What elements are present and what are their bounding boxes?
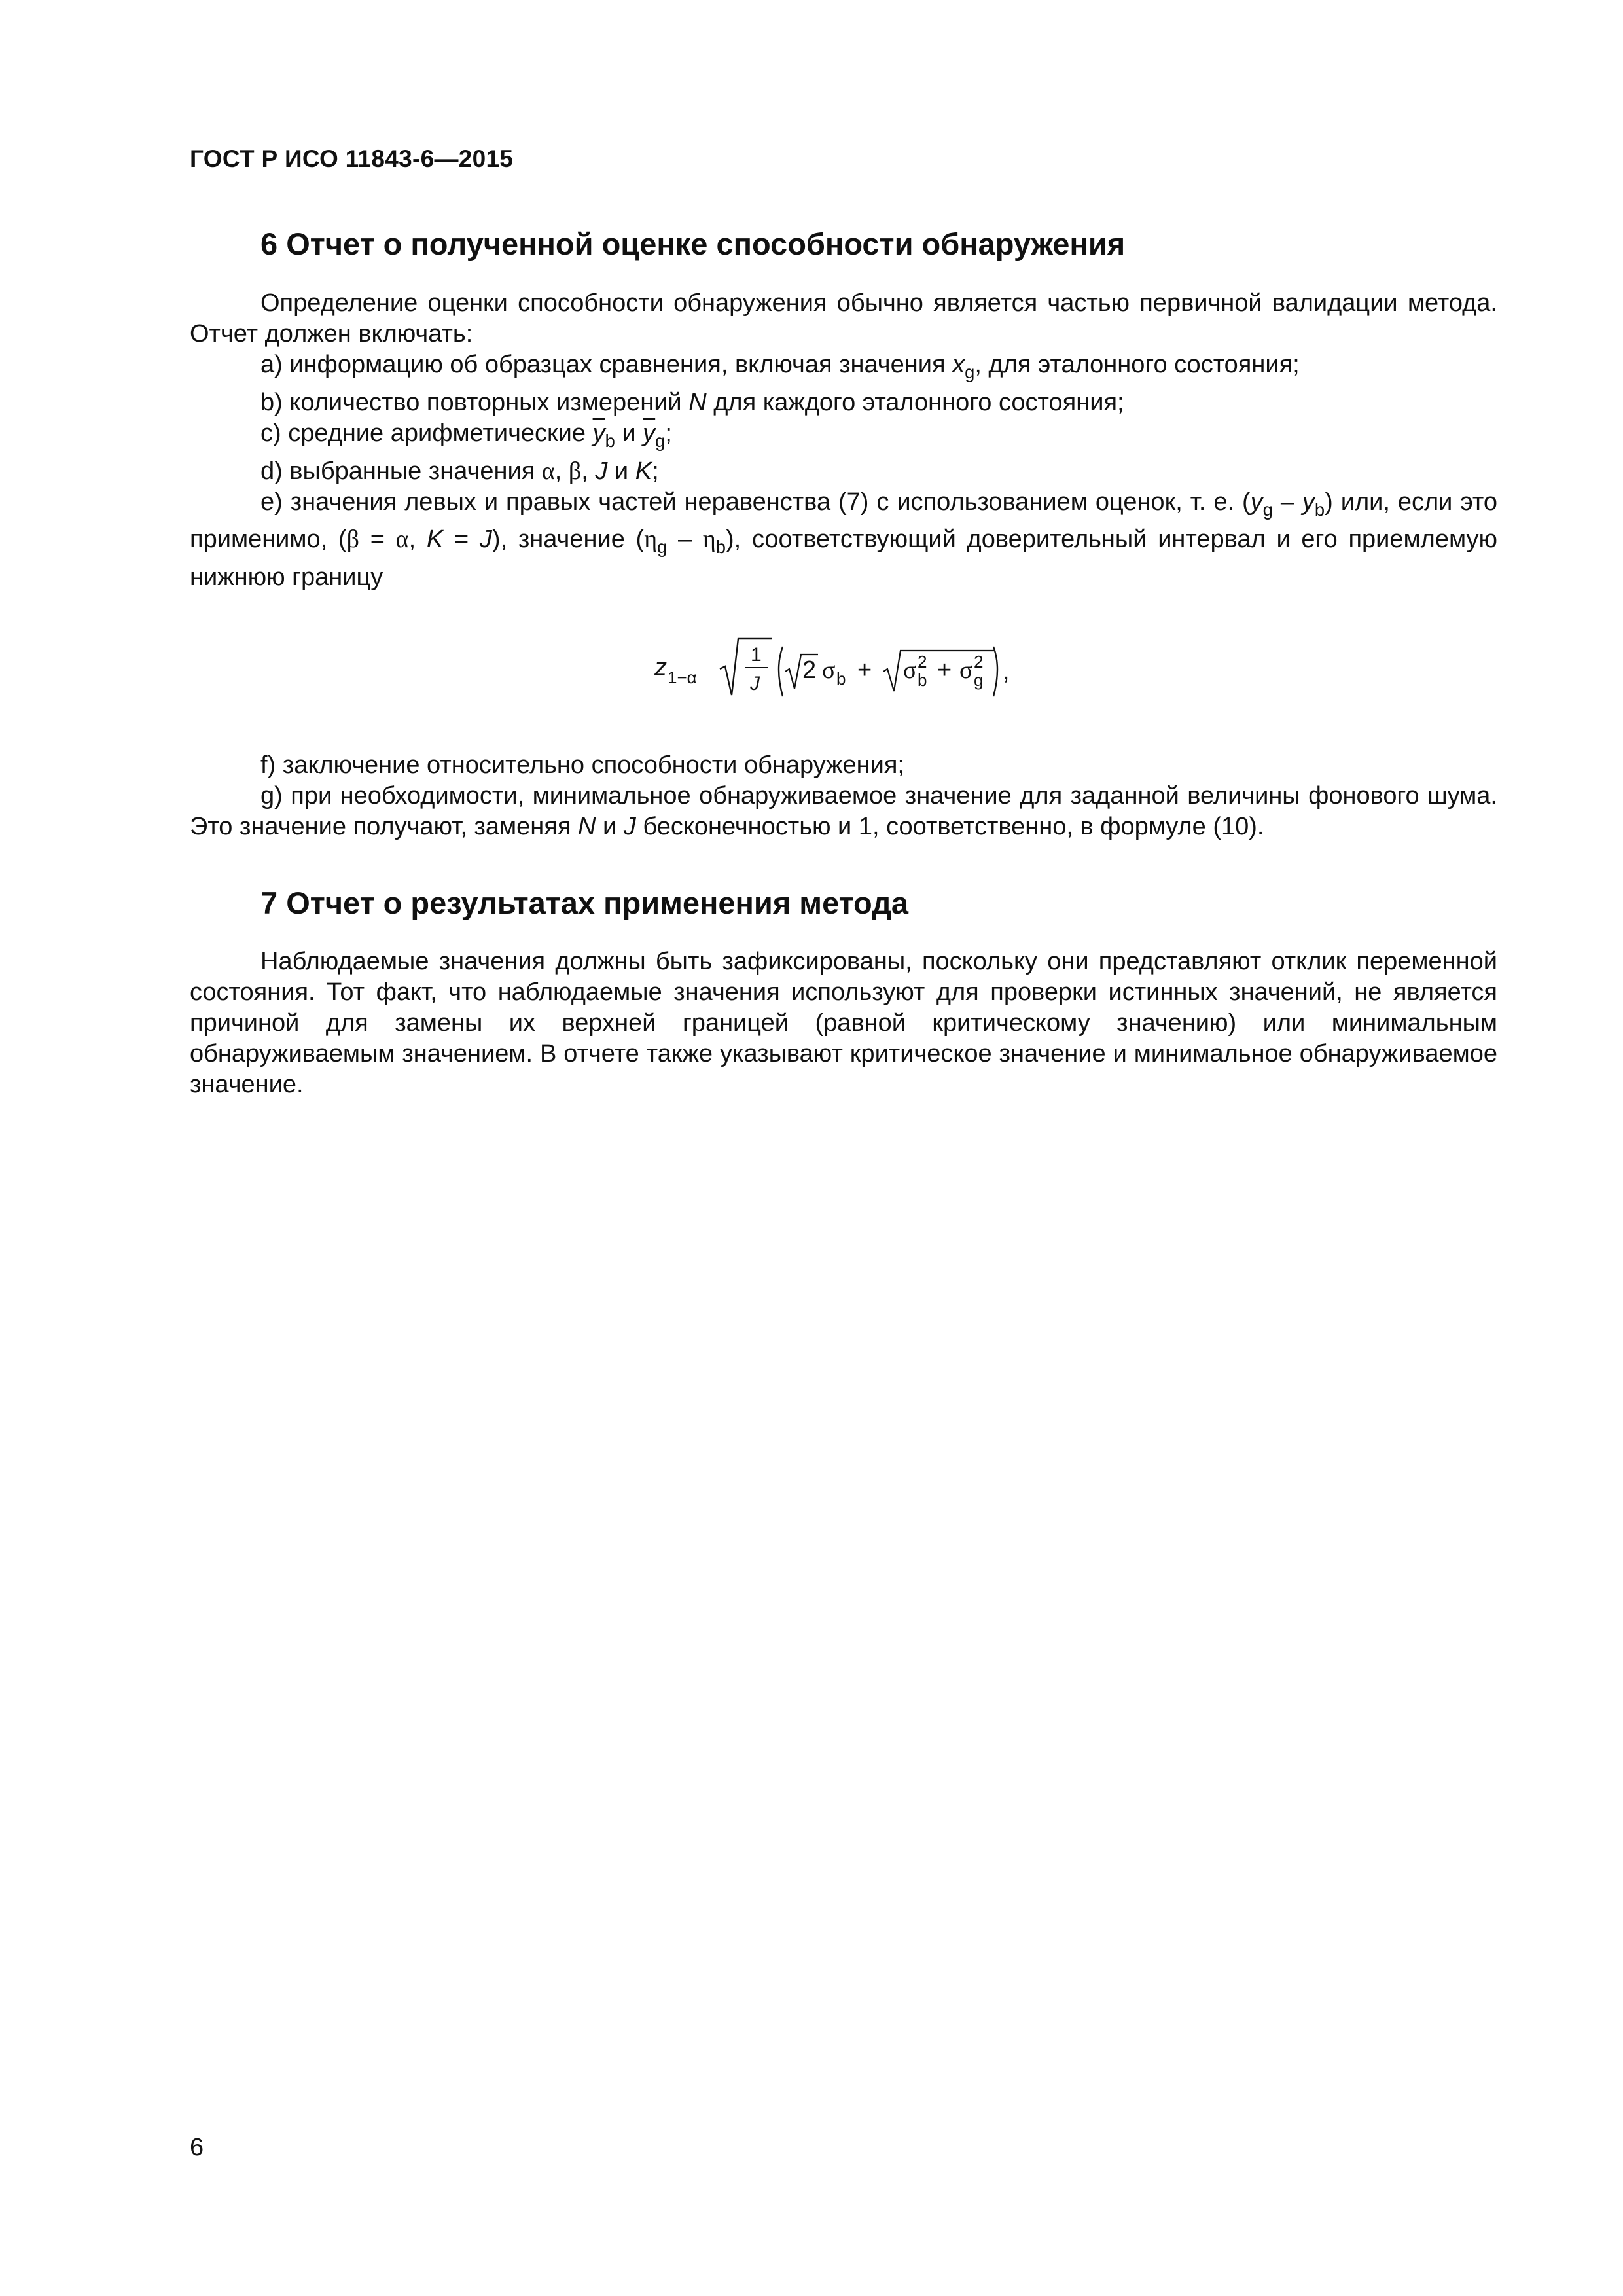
left-paren — [779, 647, 783, 696]
formula-z-subscript: 1−α — [668, 668, 697, 687]
list-item-e: e) значения левых и правых частей неравенства (7) с использованием оценок, т. е. $(y_g - y_b)$ или, если это применимо, (β = α, K = J), значение $(\eta_g - \eta_b)$, соответствующий доверительный интервал и его приемлемую нижнюю границу — [190, 488, 1497, 591]
section-7-text: Наблюдаемые значения должны быть зафиксированы, поскольку они представляют отклик переменной состояния. Тот факт, что наблюдаемые значения используют для проверки истинных значений, не является причиной для замены их верхней границей (равной критическому значению) или минимальным обнаруживаемым значением. В отчете также указывают критическое значение и минимальное обнаруживаемое значение. — [190, 948, 1497, 1098]
formula-sigma-g2: σ — [959, 656, 973, 684]
formula-trailing-comma: , — [1003, 658, 1010, 685]
section-6-heading: 6 Отчет о полученной оценке способности обнаружения — [260, 226, 1126, 261]
sigma-b-subscript: b — [836, 669, 846, 689]
list-item-a: a) информацию об образцах сравнения, включая значения $x_g$, для эталонного состояния; — [260, 351, 1300, 382]
formula-two: 2 — [802, 656, 817, 684]
section-6-body — [190, 288, 1497, 593]
fraction-numerator: 1 — [751, 644, 762, 666]
fraction-denominator: J — [750, 673, 760, 694]
formula-plus: + — [857, 656, 872, 684]
formula-lower-bound — [654, 628, 1113, 707]
document-header: ГОСТ Р ИСО 11843-6—2015 — [190, 145, 514, 172]
list-item-c: c) средние арифметические $\overline{y}_b$ и $\overline{y}_g$; — [260, 419, 672, 451]
section-7-body — [190, 946, 1497, 1100]
section-6-body-continued — [190, 750, 1497, 842]
formula-sigma-b: σ — [822, 656, 836, 684]
section-6-intro: Определение оценки способности обнаружения обычно является частью первичной валидации метода. Отчет должен включать: — [190, 289, 1497, 348]
sigma-b2-subscript: b — [918, 670, 927, 690]
formula-sigma-b2: σ — [903, 656, 917, 684]
sigma-b-square: 2 — [918, 652, 927, 672]
list-item-g: g) при необходимости, минимальное обнаруживаемое значение для заданной величины фонового шума. Это значение получают, заменяя N и J бесконечностью и 1, соответственно, в формуле (10). — [190, 782, 1497, 840]
list-item-b: b) количество повторных измерений N для каждого эталонного состояния; — [260, 388, 1124, 416]
sigma-g2-subscript: g — [974, 670, 984, 690]
page-number: 6 — [190, 2134, 204, 2161]
formula-plus-2: + — [937, 656, 952, 684]
list-item-d: d) выбранные значения α, β, J и K; — [260, 457, 659, 485]
section-7-heading: 7 Отчет о результатах применения метода — [260, 886, 909, 920]
sigma-g-square: 2 — [974, 652, 984, 672]
list-item-f: f) заключение относительно способности обнаружения; — [260, 751, 904, 779]
formula-z: z — [654, 654, 667, 681]
right-paren — [993, 647, 997, 696]
